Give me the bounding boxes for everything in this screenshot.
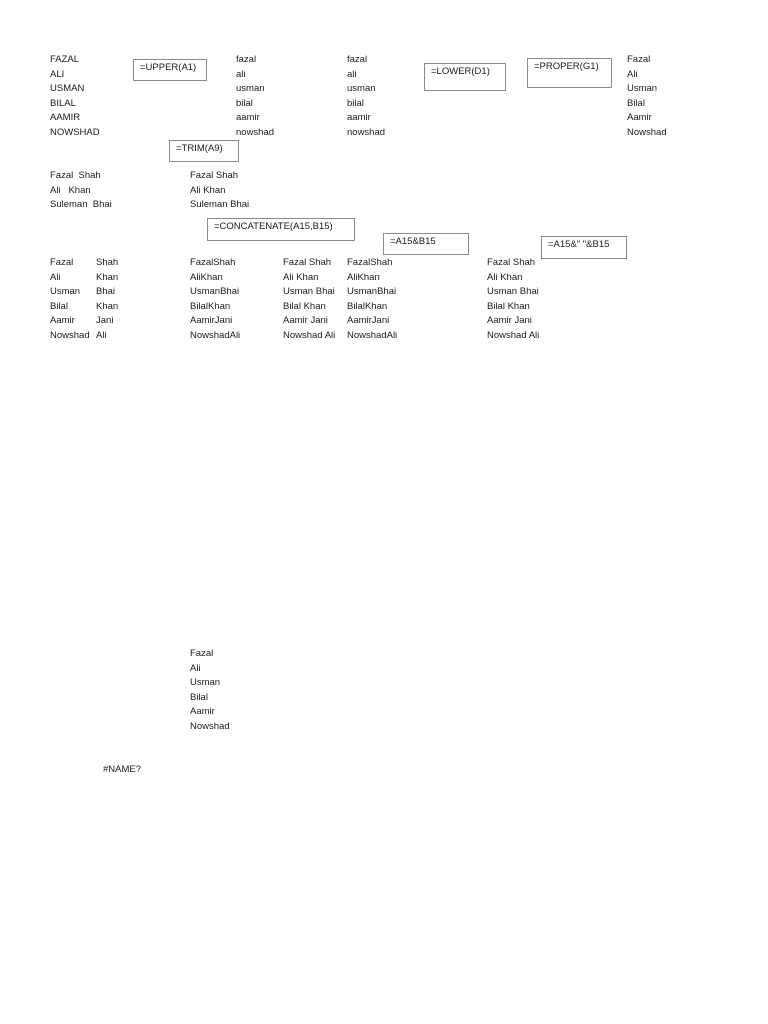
cell: NOWSHAD	[50, 126, 100, 138]
cell: UsmanBhai	[190, 286, 240, 297]
cell: Fazal	[50, 257, 74, 268]
cell: Usman	[190, 677, 221, 688]
cell: Nowshad	[190, 720, 230, 732]
cell: ali	[236, 68, 246, 80]
cell: Usman	[50, 286, 81, 297]
cell: UsmanBhai	[347, 286, 397, 297]
cell: Aamir Jani	[283, 315, 328, 326]
cell: Bilal Khan	[283, 300, 326, 312]
cell: Ali	[96, 329, 107, 341]
cell: Fazal Shah	[190, 170, 239, 181]
cell: Nowshad	[50, 329, 90, 341]
cell: Aamir	[50, 315, 75, 326]
cell: Jani	[96, 315, 114, 326]
lowercase-names-column-f	[347, 54, 385, 141]
cell: aamir	[347, 112, 371, 123]
cell: Khan	[96, 300, 119, 312]
cell: Nowshad	[627, 126, 667, 138]
cell: usman	[347, 83, 376, 94]
cell: FazalShah	[190, 257, 236, 268]
cell: FazalShah	[347, 257, 393, 268]
last-names-column	[96, 257, 118, 344]
trimmed-names-column	[190, 170, 249, 214]
cell: Ali	[627, 68, 638, 80]
proper-names-column	[627, 54, 667, 141]
ampersand-joined-names-column	[347, 257, 397, 344]
cell: fazal	[236, 54, 257, 65]
cell: ali	[347, 68, 357, 80]
cell: AamirJani	[190, 315, 233, 326]
ampersand-space-formula-box: =A15&" "&B15	[541, 236, 627, 259]
cell: Fazal Shah	[283, 257, 332, 268]
cell: Fazal Shah	[487, 257, 536, 268]
cell: Aamir Jani	[487, 315, 532, 326]
names-list	[190, 648, 230, 735]
trim-formula-box: =TRIM(A9)	[169, 140, 239, 162]
cell: Nowshad Ali	[487, 329, 540, 341]
cell: Ali Khan	[283, 271, 319, 283]
cell: Ali	[50, 271, 61, 283]
cell: bilal	[347, 97, 364, 109]
cell: Aamir	[190, 706, 215, 717]
cell: Nowshad Ali	[283, 329, 336, 341]
concatenate-formula-box: =CONCATENATE(A15,B15)	[207, 218, 355, 241]
cell: ALI	[50, 68, 65, 80]
spaced-names-column	[283, 257, 335, 344]
cell: Usman Bhai	[283, 286, 335, 297]
cell: Bilal	[50, 300, 68, 312]
proper-formula-box: =PROPER(G1)	[527, 58, 612, 88]
cell: bilal	[236, 97, 253, 109]
first-names-column	[50, 257, 90, 344]
cell: Bhai	[96, 286, 116, 297]
cell: NowshadAli	[347, 329, 398, 341]
cell: Fazal	[627, 54, 651, 65]
cell: Bilal Khan	[487, 300, 530, 312]
cell: FAZAL	[50, 54, 80, 65]
lower-formula-box: =LOWER(D1)	[424, 63, 506, 91]
cell: BilalKhan	[347, 300, 388, 312]
cell: fazal	[347, 54, 368, 65]
ampersand-spaced-names-column	[487, 257, 539, 344]
cell: Usman	[627, 83, 658, 94]
lowercase-names-column-d	[236, 54, 274, 141]
cell: Shah	[96, 257, 119, 268]
cell: Ali	[190, 662, 201, 674]
ampersand-formula-box: =A15&B15	[383, 233, 469, 255]
cell: BilalKhan	[190, 300, 231, 312]
name-error-cell: #NAME?	[103, 764, 142, 775]
cell: AamirJani	[347, 315, 390, 326]
cell: BILAL	[50, 97, 76, 109]
cell: USMAN	[50, 83, 85, 94]
cell: AAMIR	[50, 112, 81, 123]
cell: Bilal	[627, 97, 645, 109]
cell: NowshadAli	[190, 329, 241, 341]
cell: usman	[236, 83, 265, 94]
concatenated-names-column	[190, 257, 240, 344]
cell: aamir	[236, 112, 260, 123]
cell: Ali Khan	[487, 271, 523, 283]
cell: Fazal	[190, 648, 214, 659]
cell: Bilal	[190, 691, 208, 703]
uppercase-names-column	[50, 54, 100, 141]
cell: Suleman Bhai	[50, 199, 112, 210]
cell: nowshad	[347, 126, 386, 138]
cell: Usman Bhai	[487, 286, 539, 297]
cell: Khan	[96, 271, 119, 283]
cell: Suleman Bhai	[190, 199, 250, 210]
cell: Fazal Shah	[50, 170, 101, 181]
cell: AliKhan	[347, 271, 380, 283]
cell: Ali Khan	[190, 184, 226, 196]
upper-formula-box: =UPPER(A1)	[133, 59, 207, 81]
cell: Aamir	[627, 112, 652, 123]
untrimmed-names-column	[50, 170, 112, 214]
cell: Ali Khan	[50, 184, 91, 196]
cell: AliKhan	[190, 271, 223, 283]
cell: nowshad	[236, 126, 275, 138]
